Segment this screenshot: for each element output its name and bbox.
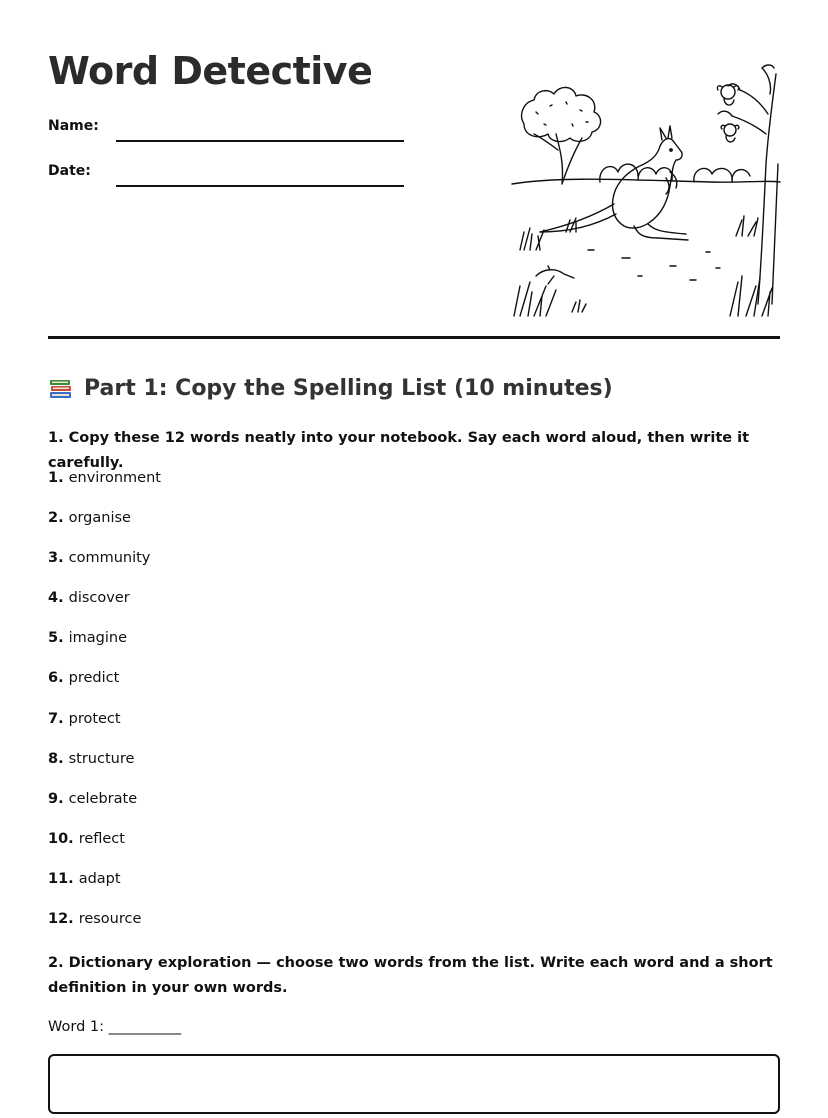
word-number: 3. [48,550,64,567]
word-number: 5. [48,630,64,647]
spelling-word: discover [68,590,130,607]
spelling-word: predict [68,670,120,687]
list-item [48,707,161,747]
kangaroo-illustration [510,54,782,320]
definition-answer-box[interactable] [48,1054,780,1114]
date-field[interactable] [48,163,408,187]
word-1-label: Word 1: __________ [48,1019,182,1035]
list-item [48,466,161,506]
part1-heading-text: Part 1: Copy the Spelling List (10 minutes) [84,376,613,401]
worksheet-header [48,0,780,401]
page-title: Word Detective [48,49,373,93]
list-item [48,506,161,546]
name-field[interactable] [48,118,408,142]
spelling-word-list [48,466,161,947]
word-number: 11. [48,870,74,887]
list-item [48,546,161,586]
word-number: 1. [48,470,64,486]
list-item [48,827,161,867]
list-item [48,907,161,947]
spelling-word: community [68,550,151,567]
spelling-word: protect [68,710,121,727]
word-number: 6. [48,670,64,687]
question-1: 1. Copy these 12 words neatly into your notebook. Say each word aloud, then write it carefully. [48,430,750,471]
word-number: 9. [48,790,64,807]
header-divider [48,336,780,339]
list-item [48,747,161,787]
date-label: Date: [48,163,91,179]
list-item [48,787,161,827]
spelling-word: adapt [78,870,121,887]
word-number: 4. [48,590,64,607]
word-number: 12. [48,911,74,928]
list-item [48,666,161,706]
spelling-word: celebrate [68,790,138,807]
word-number: 10. [48,830,74,847]
date-write-line[interactable] [116,185,404,187]
word-number: 7. [48,710,64,727]
list-item [48,626,161,666]
name-write-line[interactable] [116,140,404,142]
spelling-word: organise [68,510,131,527]
list-item [48,867,161,907]
question-2: 2. Dictionary exploration — choose two words from the list. Write each word and a short definition in your own words. [48,955,773,996]
name-label: Name: [48,118,99,134]
worksheet-page [48,0,780,1035]
spelling-word: resource [78,911,142,928]
word-number: 8. [48,750,64,767]
spelling-word: imagine [68,630,127,647]
spelling-word: structure [68,750,135,767]
spelling-word: reflect [78,830,125,847]
books-icon [48,376,74,402]
part1-heading [48,372,613,406]
spelling-word: environment [68,470,161,486]
list-item [48,586,161,626]
word-number: 2. [48,510,64,527]
